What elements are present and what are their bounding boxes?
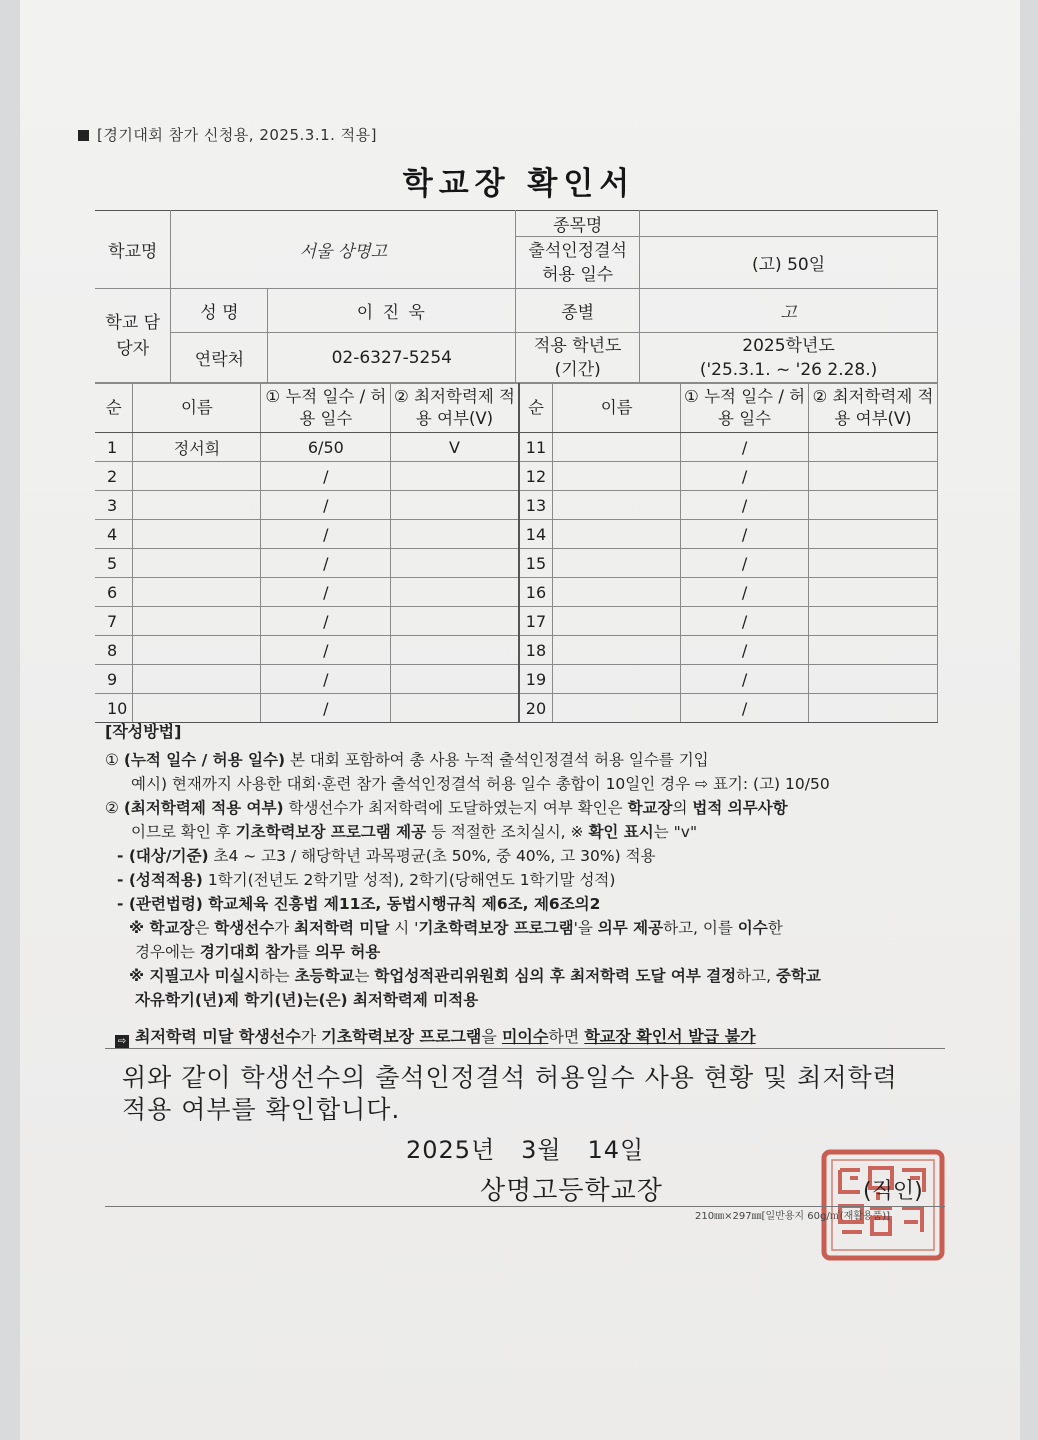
detail-heading: - (성적적용)	[117, 871, 203, 889]
attendance-days: /	[681, 520, 809, 549]
attendance-days: /	[681, 433, 809, 462]
table-row	[95, 578, 938, 607]
academic-check	[809, 636, 938, 665]
row-number: 10	[95, 694, 133, 723]
table-row	[95, 462, 938, 491]
row-number: 2	[95, 462, 133, 491]
academic-check: V	[391, 433, 519, 462]
form-tag	[78, 124, 377, 145]
contact-value: 02-6327-5254	[268, 333, 516, 383]
t: 이수	[737, 919, 768, 937]
table-row	[95, 665, 938, 694]
row-number: 18	[519, 636, 553, 665]
instruction-2-heading: (최저학력제 적용 여부)	[123, 799, 284, 817]
academic-check	[391, 491, 519, 520]
t: 의무 허용	[314, 943, 381, 961]
t: 기초학력보장 프로그램	[321, 1027, 482, 1046]
detail-text: 초4 ~ 고3 / 해당학년 과목평균(초 50%, 중 40%, 고 30%) 적용	[208, 847, 656, 865]
student-name	[553, 607, 681, 636]
student-name	[553, 462, 681, 491]
row-number: 3	[95, 491, 133, 520]
student-name	[553, 665, 681, 694]
academic-check	[809, 433, 938, 462]
detail-text: 1학기(전년도 2학기말 성적), 2학기(당해연도 1학기말 성적)	[202, 871, 616, 889]
row-number: 1	[95, 433, 133, 462]
instruction-2-text: 의	[672, 799, 693, 817]
header-days: ① 누적 일수 / 허용 일수	[681, 384, 809, 433]
table-row	[95, 520, 938, 549]
row-number: 20	[519, 694, 553, 723]
t: 하는	[259, 967, 295, 985]
text: 는 "v"	[653, 823, 698, 841]
student-name	[553, 520, 681, 549]
academic-check	[391, 462, 519, 491]
academic-check	[809, 578, 938, 607]
year-period: ('25.3.1. ~ '26 2.28.)	[699, 359, 878, 380]
academic-check	[391, 694, 519, 723]
header-name: 이름	[553, 384, 681, 433]
arrow-box-icon: ⇨	[115, 1035, 129, 1049]
attendance-days: /	[681, 636, 809, 665]
table-row	[95, 694, 938, 723]
row-number: 7	[95, 607, 133, 636]
academic-check	[391, 607, 519, 636]
attendance-days: /	[681, 491, 809, 520]
school-info-table	[95, 210, 938, 383]
writing-instructions	[105, 720, 945, 1012]
method-title: [작성방법]	[105, 722, 182, 741]
t: 한	[767, 919, 783, 937]
t: 가	[274, 919, 295, 937]
row-number: 5	[95, 549, 133, 578]
t: 가	[300, 1027, 322, 1046]
allow-value: (고) 50일	[640, 237, 938, 289]
student-name	[133, 520, 261, 549]
t: 하면	[548, 1027, 585, 1046]
instruction-1	[105, 748, 945, 772]
t: 를	[295, 943, 315, 961]
student-name	[553, 636, 681, 665]
attendance-days: /	[261, 491, 391, 520]
instruction-2-bold: 학교장	[627, 799, 673, 817]
contact-label: 연락처	[171, 333, 268, 383]
instruction-2	[105, 796, 945, 820]
table-row	[95, 491, 938, 520]
row-number: 15	[519, 549, 553, 578]
student-name	[553, 694, 681, 723]
note-principal-line2	[105, 940, 945, 964]
attendance-days: /	[261, 607, 391, 636]
student-name	[133, 578, 261, 607]
row-number: 14	[519, 520, 553, 549]
t: '을	[573, 919, 598, 937]
academic-check	[809, 462, 938, 491]
row-number: 13	[519, 491, 553, 520]
t: 의무 제공	[597, 919, 664, 937]
academic-check	[391, 578, 519, 607]
official-seal-icon	[820, 1148, 946, 1262]
principal-name: 상명고등학교장	[480, 1176, 663, 1206]
attendance-days: /	[681, 665, 809, 694]
text: 이므로 확인 후	[131, 823, 236, 841]
academic-check	[809, 694, 938, 723]
bullet-square-icon	[78, 130, 89, 141]
academic-check	[391, 520, 519, 549]
t: ※ 학교장	[129, 919, 195, 937]
t: 는	[354, 967, 375, 985]
student-name	[133, 491, 261, 520]
student-name	[133, 462, 261, 491]
student-name	[133, 607, 261, 636]
instruction-2-line2	[105, 820, 945, 844]
t: 초등학교	[294, 967, 355, 985]
t: ※ 지필고사 미실시	[129, 967, 260, 985]
event-label: 종목명	[516, 211, 640, 237]
t: 학교장 확인서 발급 불가	[584, 1027, 756, 1046]
attendance-days: /	[681, 607, 809, 636]
row-number: 19	[519, 665, 553, 694]
row-number: 6	[95, 578, 133, 607]
row-number: 17	[519, 607, 553, 636]
academic-check	[809, 665, 938, 694]
seal-label: (직인)	[863, 1179, 923, 1204]
academic-check	[391, 549, 519, 578]
header-no: 순	[95, 384, 133, 433]
year-value: 2025학년도	[742, 335, 835, 356]
academic-check	[809, 491, 938, 520]
table-row	[95, 636, 938, 665]
school-value: 서울 상명고	[171, 211, 516, 289]
t: 하고, 이를	[663, 919, 738, 937]
detail-heading: - (대상/기준)	[117, 847, 209, 865]
student-name	[553, 549, 681, 578]
academic-check	[391, 665, 519, 694]
attendance-days: /	[261, 578, 391, 607]
t: 중학교	[775, 967, 821, 985]
detail-target	[105, 844, 945, 868]
form-tag-text: [경기대회 참가 신청용, 2025.3.1. 적용]	[97, 126, 378, 144]
t: 학업성적관리위원회 심의 후 최저학력 도달 여부 결정	[374, 967, 737, 985]
attendance-days: /	[681, 549, 809, 578]
instruction-1-example: 예시) 현재까지 사용한 대회·훈련 참가 출석인정결석 허용 일수 총합이 10일인 경우 ⇨ 표기: (고) 10/50	[131, 775, 830, 793]
note-exam-line2: 자유학기(년)제 학기(년)는(은) 최저학력제 미적용	[135, 991, 479, 1009]
table-row	[95, 433, 938, 462]
header-academic: ② 최저학력제 적용 여부(V)	[391, 384, 519, 433]
student-name: 정서희	[133, 433, 261, 462]
row-number: 12	[519, 462, 553, 491]
attendance-days: /	[261, 665, 391, 694]
name-value: 이 진 욱	[268, 289, 516, 333]
t: 을	[481, 1027, 502, 1046]
attendance-days: /	[681, 578, 809, 607]
t: 최저학력 미달 학생선수	[135, 1027, 301, 1046]
instruction-2-bold: 법적 의무사항	[692, 799, 788, 817]
row-number: 11	[519, 433, 553, 462]
instruction-1-text: 본 대회 포함하여 총 사용 누적 출석인정결석 허용 일수를 기입	[285, 751, 709, 769]
confirm-line: 위와 같이 학생선수의 출석인정결석 허용일수 사용 현황 및 최저학력	[122, 1063, 898, 1092]
row-number: 4	[95, 520, 133, 549]
student-name	[133, 694, 261, 723]
text: 등 적절한 조치실시, ※	[426, 823, 589, 841]
academic-check	[391, 636, 519, 665]
attendance-days: /	[261, 520, 391, 549]
detail-grades	[105, 868, 945, 892]
event-value	[640, 211, 938, 237]
t: 경우에는	[135, 943, 200, 961]
divider	[105, 1048, 945, 1049]
detail-laws	[105, 892, 945, 916]
row-number: 9	[95, 665, 133, 694]
student-list-table	[95, 383, 938, 723]
student-name	[133, 636, 261, 665]
t: 기초학력보장 프로그램	[418, 919, 574, 937]
year-label: 적용 학년도 (기간)	[516, 333, 640, 383]
attendance-days: /	[261, 462, 391, 491]
manager-label: 학교 담당자	[95, 289, 171, 383]
attendance-days: /	[261, 636, 391, 665]
school-label: 학교명	[95, 211, 171, 289]
text-bold: 확인 표시	[588, 823, 654, 841]
student-name	[133, 549, 261, 578]
issue-date: 2025년 3월 14일	[406, 1136, 645, 1164]
t: 은	[194, 919, 215, 937]
t: 경기대회 참가	[199, 943, 296, 961]
student-name	[553, 578, 681, 607]
detail-text: 학교체육 진흥법 제11조, 동법시행규칙 제6조, 제6조의2	[202, 895, 601, 913]
page-title: 학교장 확인서	[402, 166, 636, 202]
attendance-days: /	[261, 549, 391, 578]
student-name	[133, 665, 261, 694]
academic-check	[809, 520, 938, 549]
text-bold: 기초학력보장 프로그램 제공	[235, 823, 427, 841]
instruction-2-text: 학생선수가 최저학력에 도달하였는지 여부 확인은	[283, 799, 628, 817]
allow-label: 출석인정결석 허용 일수	[516, 237, 640, 289]
attendance-days: /	[681, 462, 809, 491]
circled-1: ①	[105, 751, 119, 769]
table-row	[95, 549, 938, 578]
attendance-days: /	[261, 694, 391, 723]
attendance-days: /	[681, 694, 809, 723]
final-warning	[115, 1024, 756, 1049]
confirmation-text	[122, 1062, 898, 1126]
type-label: 종별	[516, 289, 640, 333]
confirm-line: 적용 여부를 확인합니다.	[122, 1095, 401, 1124]
paper-spec: 210㎜×297㎜[일반용지 60g/㎡(재활용품)]	[695, 1211, 891, 1222]
student-name	[553, 491, 681, 520]
academic-check	[809, 549, 938, 578]
name-label: 성 명	[171, 289, 268, 333]
header-days: ① 누적 일수 / 허용 일수	[261, 384, 391, 433]
attendance-days: 6/50	[261, 433, 391, 462]
row-number: 8	[95, 636, 133, 665]
header-name: 이름	[133, 384, 261, 433]
header-academic: ② 최저학력제 적용 여부(V)	[809, 384, 938, 433]
t: 하고,	[736, 967, 776, 985]
t: 학생선수	[214, 919, 275, 937]
instruction-1-heading: (누적 일수 / 허용 일수)	[123, 751, 286, 769]
note-exam	[105, 964, 945, 988]
detail-heading: - (관련법령)	[117, 895, 203, 913]
t: 시 '	[389, 919, 419, 937]
type-value: 고	[640, 289, 938, 333]
header-no: 순	[519, 384, 553, 433]
t: 미이수	[501, 1027, 549, 1046]
note-principal	[105, 916, 945, 940]
student-name	[553, 433, 681, 462]
circled-2: ②	[105, 799, 119, 817]
table-row	[95, 607, 938, 636]
row-number: 16	[519, 578, 553, 607]
academic-check	[809, 607, 938, 636]
t: 최저학력 미달	[294, 919, 390, 937]
